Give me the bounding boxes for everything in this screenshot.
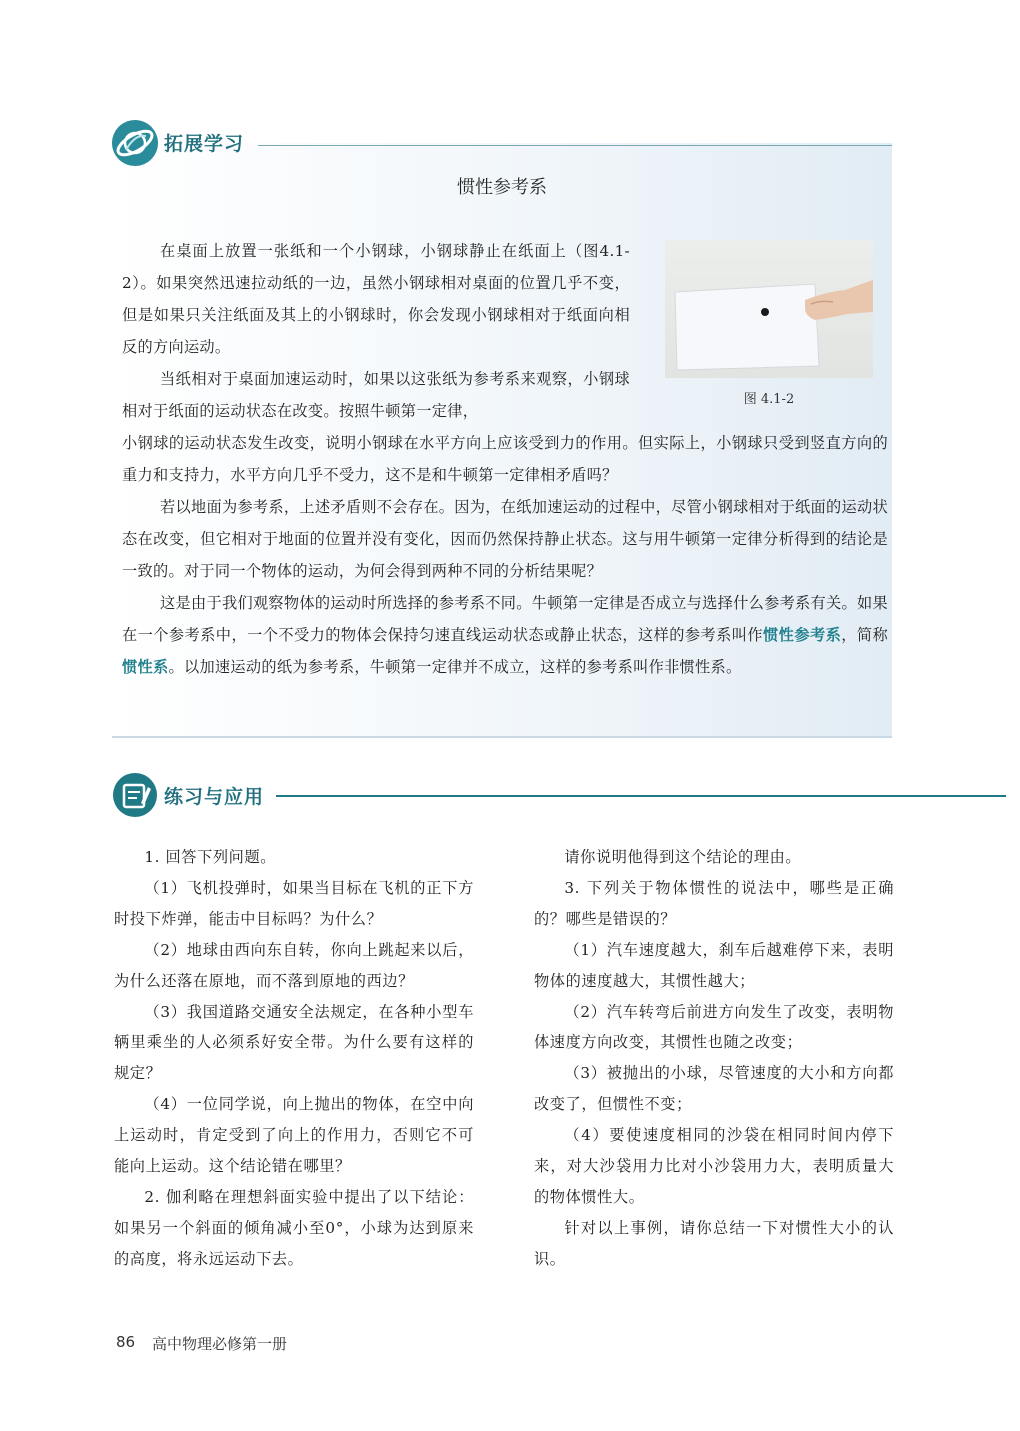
exercise-item: （1）飞机投弹时，如果当目标在飞机的正下方时投下炸弹，能击中目标吗？为什么？ — [114, 878, 474, 928]
exercise-item: （2）地球由西向东自转，你向上跳起来以后，为什么还落在原地，而不落到原地的西边？ — [114, 940, 474, 990]
exercise-item: 3. 下列关于物体惯性的说法中，哪些是正确的？哪些是错误的？ — [534, 878, 894, 928]
exercise-item: （3）我国道路交通安全法规定，在各种小型车辆里乘坐的人必须系好安全带。为什么要有这样的规定？ — [114, 1002, 474, 1083]
article-paragraph-2a: 当纸相对于桌面加速运动时，如果以这张纸为参考系来观察，小钢球相对于纸面的运动状态在改变。按照牛顿第一定律， — [122, 370, 630, 420]
exercise-item: 针对以上事例，请你总结一下对惯性大小的认识。 — [534, 1218, 894, 1268]
term-inertial-frame: 惯性系 — [122, 658, 169, 676]
figure-caption: 图 4.1-2 — [743, 392, 795, 407]
exercise-item: （4）一位同学说，向上抛出的物体，在空中向上运动时，肯定受到了向上的作用力，否则它不可能向上运动。这个结论错在哪里？ — [114, 1095, 474, 1176]
article-paragraph-4 — [122, 587, 888, 683]
exercise-item: （1）汽车速度越大，刹车后越难停下来，表明物体的速度越大，其惯性越大； — [534, 940, 894, 990]
article-title: 惯性参考系 — [457, 177, 547, 198]
exercise-label: 练习与应用 — [164, 786, 265, 808]
extension-header-rule — [258, 145, 892, 146]
exercise-item: （3）被抛出的小球，尽管速度的大小和方向都改变了，但惯性不变； — [534, 1064, 894, 1114]
exercise-item: 2. 伽利略在理想斜面实验中提出了以下结论：如果另一个斜面的倾角减小至0°，小球为达到原来的高度，将永远运动下去。 — [114, 1187, 474, 1268]
exercise-item: （2）汽车转弯后前进方向发生了改变，表明物体速度方向改变，其惯性也随之改变； — [534, 1002, 894, 1052]
article-paragraph-3: 若以地面为参考系，上述矛盾则不会存在。因为，在纸加速运动的过程中，尽管小钢球相对于纸面的运动状态在改变，但它相对于地面的位置并没有变化，因而仍然保持静止状态。这与用牛顿第一定律分析得到的结论是一致的。对于同一个物体的运动，为何会得到两种不同的分析结果呢？ — [122, 498, 888, 580]
book-title: 高中物理必修第一册 — [152, 1335, 288, 1353]
exercise-header-rule — [276, 795, 1006, 797]
page-number: 86 — [116, 1333, 136, 1351]
paragraph-4-text-a: 这是由于我们观察物体的运动时所选择的参考系不同。牛顿第一定律是否成立与选择什么参考系有关。如果在一个参考系中，一个不受力的物体会保持匀速直线运动状态或静止状态，这样的参考系叫作 — [122, 594, 888, 644]
extension-globe-icon — [112, 120, 158, 166]
paragraph-4-text-c: 。以加速运动的纸为参考系，牛顿第一定律并不成立，这样的参考系叫作非惯性系。 — [168, 658, 742, 676]
exercise-item: 请你说明他得到这个结论的理由。 — [564, 848, 802, 866]
exercise-item: 1. 回答下列问题。 — [144, 848, 277, 866]
exercise-pencil-icon — [113, 773, 157, 817]
paragraph-4-text-b: ，简称 — [841, 626, 888, 644]
term-inertial-reference-frame: 惯性参考系 — [763, 626, 842, 644]
figure-paper-ball-photo — [665, 240, 873, 378]
article-paragraph-2b: 小钢球的运动状态发生改变，说明小钢球在水平方向上应该受到力的作用。但实际上，小钢球只受到竖直方向的重力和支持力，水平方向几乎不受力，这不是和牛顿第一定律相矛盾吗？ — [122, 434, 888, 484]
article-paragraph-1: 在桌面上放置一张纸和一个小钢球，小钢球静止在纸面上（图4.1-2）。如果突然迅速拉动纸的一边，虽然小钢球相对桌面的位置几乎不变，但是如果只关注纸面及其上的小钢球时，你会发现小钢球相对于纸面向相反的方向运动。 — [122, 242, 630, 356]
exercise-item: （4）要使速度相同的沙袋在相同时间内停下来，对大沙袋用力比对小沙袋用力大，表明质量大的物体惯性大。 — [534, 1126, 894, 1206]
exercise-column-left — [114, 842, 474, 1275]
exercise-column-right — [534, 842, 894, 1275]
extension-label: 拓展学习 — [164, 133, 245, 155]
